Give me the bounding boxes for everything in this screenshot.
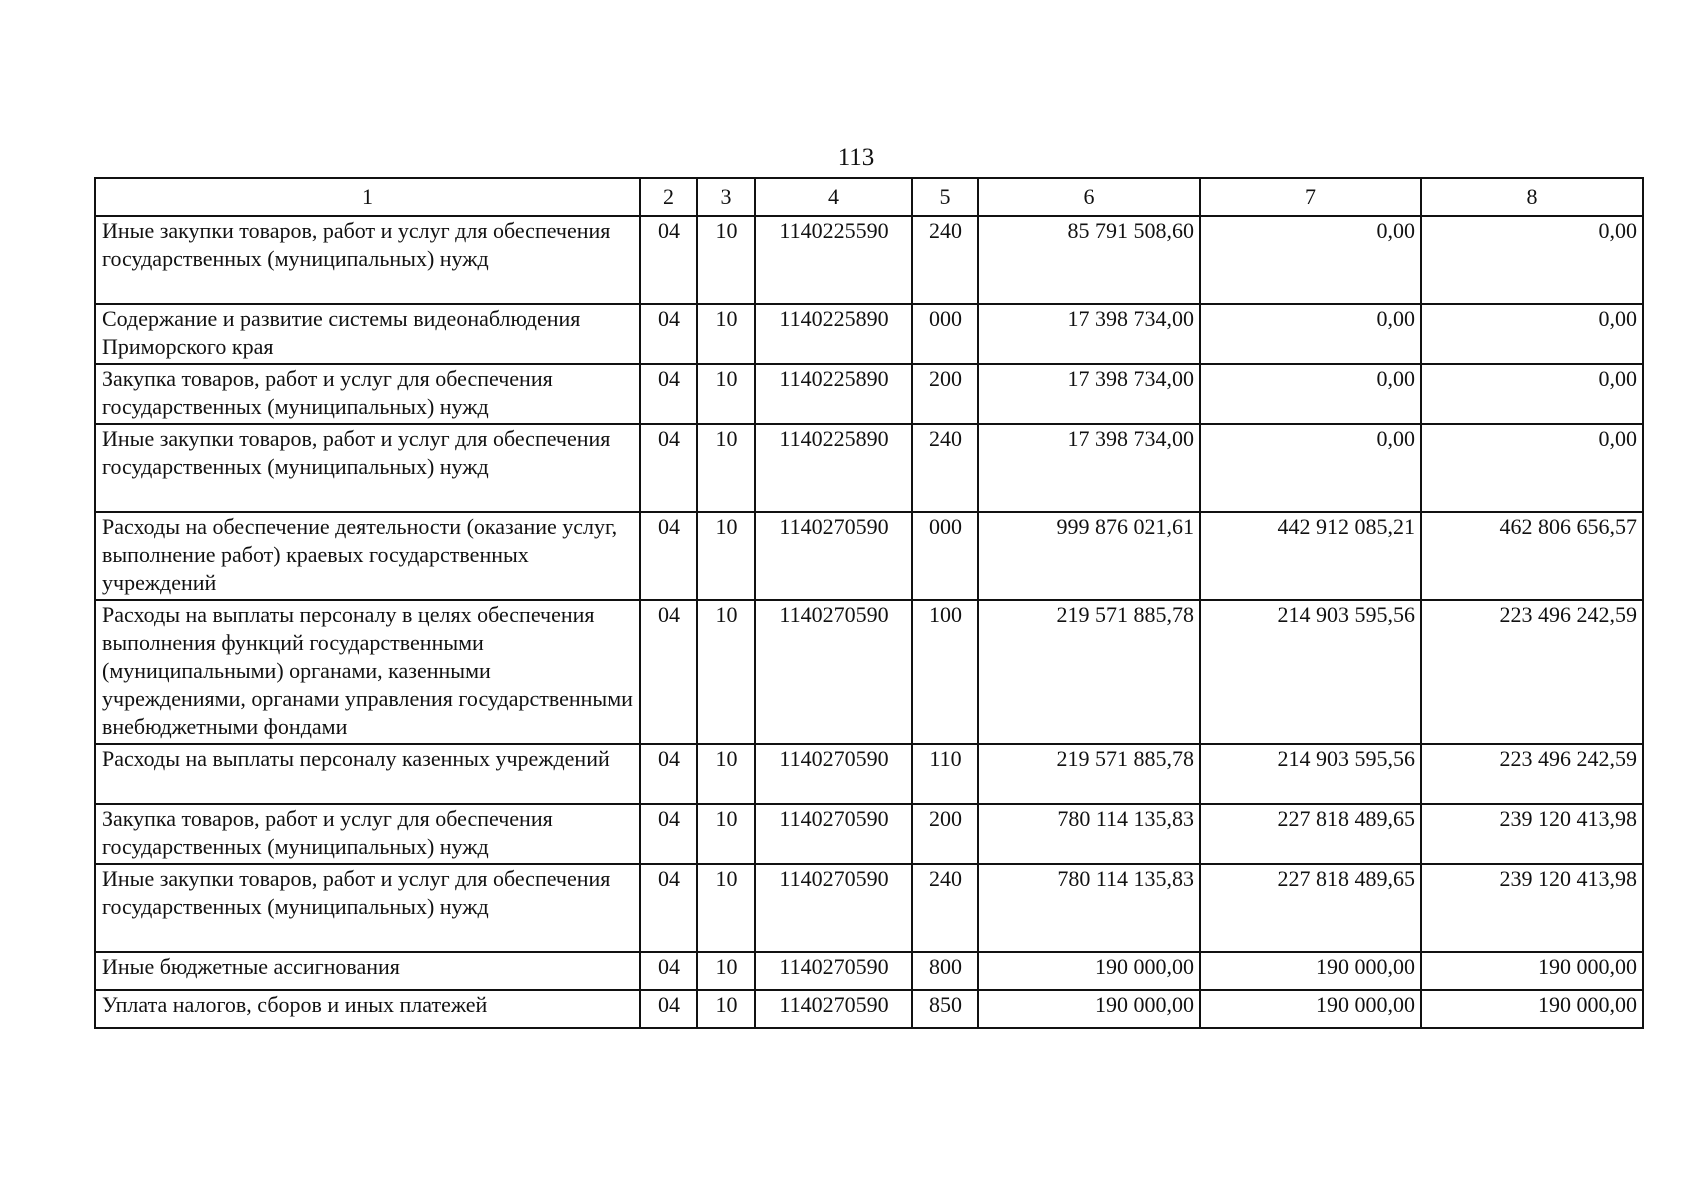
target-article-code: 1140270590 xyxy=(755,600,912,744)
section-code: 04 xyxy=(640,952,697,990)
subsection-code: 10 xyxy=(697,804,755,864)
subsection-code: 10 xyxy=(697,304,755,364)
expense-type-code: 850 xyxy=(912,990,978,1028)
page-number: 113 xyxy=(837,144,875,171)
table-row xyxy=(95,990,1643,1028)
amount-col6: 780 114 135,83 xyxy=(978,804,1200,864)
amount-col7: 442 912 085,21 xyxy=(1200,512,1421,600)
expense-name: Расходы на обеспечение деятельности (оказание услуг, выполнение работ) краевых государственных учреждений xyxy=(95,512,640,600)
budget-table xyxy=(94,177,1644,1029)
table-row xyxy=(95,216,1643,304)
expense-name: Содержание и развитие системы видеонаблюдения Приморского края xyxy=(95,304,640,364)
amount-col7: 227 818 489,65 xyxy=(1200,864,1421,952)
column-header: 2 xyxy=(640,178,697,216)
expense-name: Иные закупки товаров, работ и услуг для обеспечения государственных (муниципальных) нужд xyxy=(95,216,640,304)
column-header: 6 xyxy=(978,178,1200,216)
column-header: 8 xyxy=(1421,178,1643,216)
subsection-code: 10 xyxy=(697,864,755,952)
subsection-code: 10 xyxy=(697,364,755,424)
expense-name: Расходы на выплаты персоналу в целях обеспечения выполнения функций государственными (муниципальными) органами, казенными учреждениями, органами управления государственными внебюджетными фондами xyxy=(95,600,640,744)
subsection-code: 10 xyxy=(697,990,755,1028)
amount-col8: 190 000,00 xyxy=(1421,990,1643,1028)
amount-col8: 462 806 656,57 xyxy=(1421,512,1643,600)
section-code: 04 xyxy=(640,424,697,512)
expense-type-code: 000 xyxy=(912,512,978,600)
section-code: 04 xyxy=(640,364,697,424)
amount-col8: 190 000,00 xyxy=(1421,952,1643,990)
expense-type-code: 240 xyxy=(912,216,978,304)
section-code: 04 xyxy=(640,600,697,744)
table-row xyxy=(95,600,1643,744)
amount-col7: 190 000,00 xyxy=(1200,990,1421,1028)
subsection-code: 10 xyxy=(697,512,755,600)
target-article-code: 1140225590 xyxy=(755,216,912,304)
column-header: 4 xyxy=(755,178,912,216)
expense-name: Иные бюджетные ассигнования xyxy=(95,952,640,990)
amount-col8: 0,00 xyxy=(1421,424,1643,512)
target-article-code: 1140225890 xyxy=(755,304,912,364)
amount-col6: 190 000,00 xyxy=(978,990,1200,1028)
table-row xyxy=(95,424,1643,512)
amount-col7: 227 818 489,65 xyxy=(1200,804,1421,864)
expense-type-code: 000 xyxy=(912,304,978,364)
subsection-code: 10 xyxy=(697,744,755,804)
expense-name: Закупка товаров, работ и услуг для обеспечения государственных (муниципальных) нужд xyxy=(95,364,640,424)
target-article-code: 1140225890 xyxy=(755,424,912,512)
header-row xyxy=(95,178,1643,216)
table-row xyxy=(95,364,1643,424)
amount-col7: 0,00 xyxy=(1200,424,1421,512)
amount-col8: 0,00 xyxy=(1421,364,1643,424)
amount-col7: 0,00 xyxy=(1200,304,1421,364)
section-code: 04 xyxy=(640,512,697,600)
amount-col6: 17 398 734,00 xyxy=(978,364,1200,424)
amount-col6: 780 114 135,83 xyxy=(978,864,1200,952)
amount-col8: 239 120 413,98 xyxy=(1421,804,1643,864)
expense-type-code: 110 xyxy=(912,744,978,804)
table-row xyxy=(95,952,1643,990)
subsection-code: 10 xyxy=(697,600,755,744)
column-header: 5 xyxy=(912,178,978,216)
expense-name: Иные закупки товаров, работ и услуг для обеспечения государственных (муниципальных) нужд xyxy=(95,424,640,512)
subsection-code: 10 xyxy=(697,952,755,990)
expense-name: Расходы на выплаты персоналу казенных учреждений xyxy=(95,744,640,804)
target-article-code: 1140225890 xyxy=(755,364,912,424)
expense-name: Закупка товаров, работ и услуг для обеспечения государственных (муниципальных) нужд xyxy=(95,804,640,864)
table-header xyxy=(95,178,1643,216)
target-article-code: 1140270590 xyxy=(755,512,912,600)
subsection-code: 10 xyxy=(697,424,755,512)
amount-col6: 17 398 734,00 xyxy=(978,304,1200,364)
section-code: 04 xyxy=(640,990,697,1028)
expense-name: Уплата налогов, сборов и иных платежей xyxy=(95,990,640,1028)
amount-col8: 239 120 413,98 xyxy=(1421,864,1643,952)
expense-name: Иные закупки товаров, работ и услуг для обеспечения государственных (муниципальных) нужд xyxy=(95,864,640,952)
amount-col7: 0,00 xyxy=(1200,364,1421,424)
section-code: 04 xyxy=(640,804,697,864)
target-article-code: 1140270590 xyxy=(755,952,912,990)
target-article-code: 1140270590 xyxy=(755,804,912,864)
amount-col7: 0,00 xyxy=(1200,216,1421,304)
table-row xyxy=(95,304,1643,364)
amount-col6: 190 000,00 xyxy=(978,952,1200,990)
amount-col6: 219 571 885,78 xyxy=(978,600,1200,744)
expense-type-code: 200 xyxy=(912,804,978,864)
expense-type-code: 240 xyxy=(912,864,978,952)
expense-type-code: 240 xyxy=(912,424,978,512)
subsection-code: 10 xyxy=(697,216,755,304)
amount-col8: 0,00 xyxy=(1421,304,1643,364)
column-header: 7 xyxy=(1200,178,1421,216)
amount-col7: 190 000,00 xyxy=(1200,952,1421,990)
amount-col7: 214 903 595,56 xyxy=(1200,744,1421,804)
table-row xyxy=(95,864,1643,952)
table-row xyxy=(95,804,1643,864)
section-code: 04 xyxy=(640,216,697,304)
section-code: 04 xyxy=(640,864,697,952)
table-row xyxy=(95,512,1643,600)
amount-col8: 223 496 242,59 xyxy=(1421,600,1643,744)
target-article-code: 1140270590 xyxy=(755,864,912,952)
amount-col8: 223 496 242,59 xyxy=(1421,744,1643,804)
amount-col6: 219 571 885,78 xyxy=(978,744,1200,804)
expense-type-code: 100 xyxy=(912,600,978,744)
amount-col6: 85 791 508,60 xyxy=(978,216,1200,304)
table-row xyxy=(95,744,1643,804)
amount-col6: 999 876 021,61 xyxy=(978,512,1200,600)
column-header: 3 xyxy=(697,178,755,216)
section-code: 04 xyxy=(640,304,697,364)
expense-type-code: 200 xyxy=(912,364,978,424)
amount-col8: 0,00 xyxy=(1421,216,1643,304)
table-body xyxy=(95,216,1643,1028)
section-code: 04 xyxy=(640,744,697,804)
target-article-code: 1140270590 xyxy=(755,744,912,804)
amount-col6: 17 398 734,00 xyxy=(978,424,1200,512)
expense-type-code: 800 xyxy=(912,952,978,990)
amount-col7: 214 903 595,56 xyxy=(1200,600,1421,744)
target-article-code: 1140270590 xyxy=(755,990,912,1028)
column-header: 1 xyxy=(95,178,640,216)
